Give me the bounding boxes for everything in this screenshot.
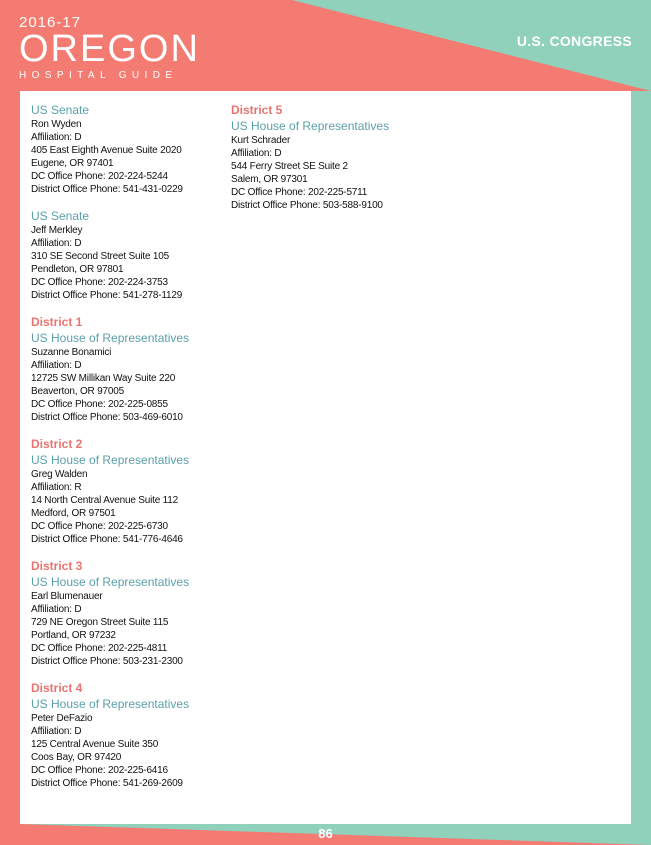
page-number: 86 [318,826,333,841]
content-panel [20,91,631,824]
dc-office-phone: DC Office Phone: 202-224-3753 [31,277,168,288]
city-state-zip: Medford, OR 97501 [31,508,116,519]
district-office-phone: District Office Phone: 541-269-2609 [31,778,183,789]
guide-subtitle: HOSPITAL GUIDE [19,70,178,81]
affiliation: Affiliation: D [231,148,282,159]
affiliation: Affiliation: D [31,360,82,371]
city-state-zip: Beaverton, OR 97005 [31,386,124,397]
dc-office-phone: DC Office Phone: 202-224-5244 [31,171,168,182]
street-address: 729 NE Oregon Street Suite 115 [31,617,169,628]
representative-name: Peter DeFazio [31,713,93,724]
representative-entry [31,102,221,196]
representative-entry [31,436,221,546]
representative-name: Greg Walden [31,469,88,480]
chamber-label: US House of Representatives [31,697,190,711]
district-label: District 2 [31,437,83,451]
street-address: 14 North Central Avenue Suite 112 [31,495,179,506]
district-office-phone: District Office Phone: 503-231-2300 [31,656,183,667]
street-address: 544 Ferry Street SE Suite 2 [231,161,348,172]
chamber-label: US House of Representatives [231,119,390,133]
guide-state: OREGON [19,28,200,70]
district-label: District 3 [31,559,83,573]
representative-name: Kurt Schrader [231,135,291,146]
representative-entry [31,680,221,790]
representative-entry [31,314,221,424]
chamber-label: US House of Representatives [31,453,190,467]
district-office-phone: District Office Phone: 541-278-1129 [31,290,183,301]
district-office-phone: District Office Phone: 541-431-0229 [31,184,183,195]
affiliation: Affiliation: R [31,482,82,493]
guide-logo [19,14,200,83]
affiliation: Affiliation: D [31,132,82,143]
section-title: U.S. CONGRESS [516,33,632,49]
chamber-label: US House of Representatives [31,575,190,589]
city-state-zip: Eugene, OR 97401 [31,158,114,169]
representative-name: Suzanne Bonamici [31,347,112,358]
right-column [231,102,421,224]
affiliation: Affiliation: D [31,238,82,249]
city-state-zip: Coos Bay, OR 97420 [31,752,122,763]
street-address: 12725 SW Millikan Way Suite 220 [31,373,176,384]
dc-office-phone: DC Office Phone: 202-225-6730 [31,521,168,532]
street-address: 405 East Eighth Avenue Suite 2020 [31,145,182,156]
district-label: District 4 [31,681,83,695]
dc-office-phone: DC Office Phone: 202-225-5711 [231,187,368,198]
representative-name: Earl Blumenauer [31,591,103,602]
city-state-zip: Pendleton, OR 97801 [31,264,124,275]
left-column [31,102,221,802]
chamber-label: US Senate [31,103,90,117]
street-address: 125 Central Avenue Suite 350 [31,739,159,750]
dc-office-phone: DC Office Phone: 202-225-4811 [31,643,168,654]
district-label: District 1 [31,315,83,329]
city-state-zip: Salem, OR 97301 [231,174,308,185]
city-state-zip: Portland, OR 97232 [31,630,116,641]
district-office-phone: District Office Phone: 503-588-9100 [231,200,383,211]
affiliation: Affiliation: D [31,604,82,615]
chamber-label: US House of Representatives [31,331,190,345]
representative-entry [231,102,421,212]
affiliation: Affiliation: D [31,726,82,737]
dc-office-phone: DC Office Phone: 202-225-0855 [31,399,168,410]
representative-name: Ron Wyden [31,119,82,130]
chamber-label: US Senate [31,209,90,223]
guide-years: 2016-17 [19,14,82,31]
district-office-phone: District Office Phone: 503-469-6010 [31,412,183,423]
street-address: 310 SE Second Street Suite 105 [31,251,169,262]
representative-entry [31,558,221,668]
district-office-phone: District Office Phone: 541-776-4646 [31,534,183,545]
dc-office-phone: DC Office Phone: 202-225-6416 [31,765,168,776]
representative-name: Jeff Merkley [31,225,83,236]
district-label: District 5 [231,103,283,117]
representative-entry [31,208,221,302]
